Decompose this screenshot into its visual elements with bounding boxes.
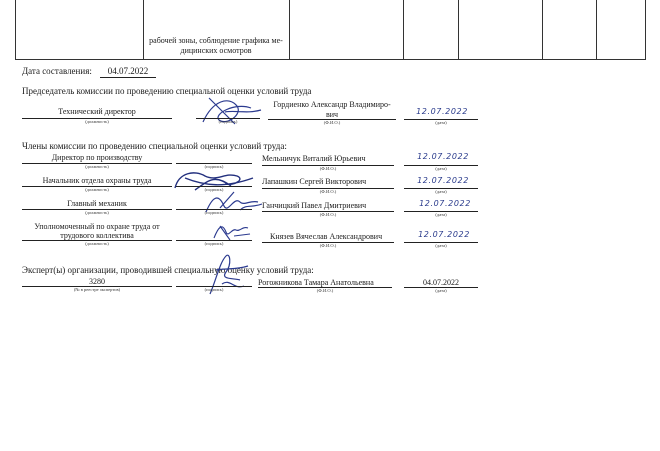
chair-position: Технический директор xyxy=(58,107,136,116)
member-position-caption: (должность) xyxy=(85,164,109,169)
date-compiled-label: Дата составления: xyxy=(22,66,92,76)
member-signature-caption: (подпись) xyxy=(204,241,224,246)
member-date-caption: (дата) xyxy=(435,243,447,248)
expert-date: 04.07.2022 xyxy=(423,278,459,287)
table-cell-text-line1: рабочей зоны, соблюдение графика ме- xyxy=(149,36,283,45)
member-date-caption: (дата) xyxy=(435,212,447,217)
member-fio-caption: (Ф.И.О.) xyxy=(319,189,337,194)
date-compiled-value: 04.07.2022 xyxy=(107,66,149,76)
experts-heading: Эксперт(ы) организации, проводившей специальную оценку условий труда: xyxy=(22,265,314,275)
expert-fio-caption: (Ф.И.О.) xyxy=(316,288,334,293)
member-fio-caption: (Ф.И.О.) xyxy=(319,212,337,217)
chair-name-line1: Гордиенко Александр Владимиро- xyxy=(273,100,391,109)
member-date: 12.07.2022 xyxy=(419,199,471,208)
member-position: Начальник отдела охраны труда xyxy=(42,176,152,185)
expert-signature xyxy=(196,250,256,300)
chair-fio-caption: (Ф.И.О.) xyxy=(323,120,341,125)
member-date-caption: (дата) xyxy=(435,166,447,171)
member-fio-caption: (Ф.И.О.) xyxy=(319,166,337,171)
chair-position-caption: (должность) xyxy=(85,119,109,124)
member-position-caption: (должность) xyxy=(85,210,109,215)
member-signature-caption: (подпись) xyxy=(204,187,224,192)
table-cell-text-line2: дицинских осмотров xyxy=(180,46,252,55)
member-position-line1: Уполномоченный по охране труда от xyxy=(34,222,160,231)
member-name: Лапашкин Сергей Викторович xyxy=(262,177,367,186)
members-heading: Члены комиссии по проведению специальной оценки условий труда: xyxy=(22,141,287,151)
member-position-line2: трудового коллектива xyxy=(60,231,134,240)
member-name: Ганчицкий Павел Дмитриевич xyxy=(262,201,367,210)
chair-name-line2: вич xyxy=(325,110,339,119)
chair-heading: Председатель комиссии по проведению специальной оценки условий труда xyxy=(22,86,312,96)
member-signature-caption: (подпись) xyxy=(204,164,224,169)
member-date-caption: (дата) xyxy=(435,189,447,194)
member-position: Главный механик xyxy=(67,199,127,208)
expert-registry-number: 3280 xyxy=(89,277,105,286)
expert-signature-caption: (подпись) xyxy=(204,287,224,292)
expert-registry-caption: (№ в реестре экспертов) xyxy=(73,287,121,292)
member-name: Мельничук Виталий Юрьевич xyxy=(262,154,366,163)
member-signature-caption: (подпись) xyxy=(204,210,224,215)
member-date: 12.07.2022 xyxy=(418,230,470,239)
member-date: 12.07.2022 xyxy=(417,176,469,185)
member-date: 12.07.2022 xyxy=(417,152,469,161)
member-position-caption: (должность) xyxy=(85,187,109,192)
chair-date: 12.07.2022 xyxy=(416,107,468,116)
member-fio-caption: (Ф.И.О.) xyxy=(319,243,337,248)
chair-signature-caption: (подпись) xyxy=(218,119,238,124)
chair-date-caption: (дата) xyxy=(435,120,447,125)
member-position: Директор по производству xyxy=(51,153,143,162)
member-position-caption: (должность) xyxy=(85,241,109,246)
expert-name: Рогожникова Тамара Анатольевна xyxy=(258,278,374,287)
expert-date-caption: (дата) xyxy=(435,288,447,293)
member-name: Князев Вячеслав Александрович xyxy=(270,232,383,241)
chair-signature xyxy=(195,92,270,132)
